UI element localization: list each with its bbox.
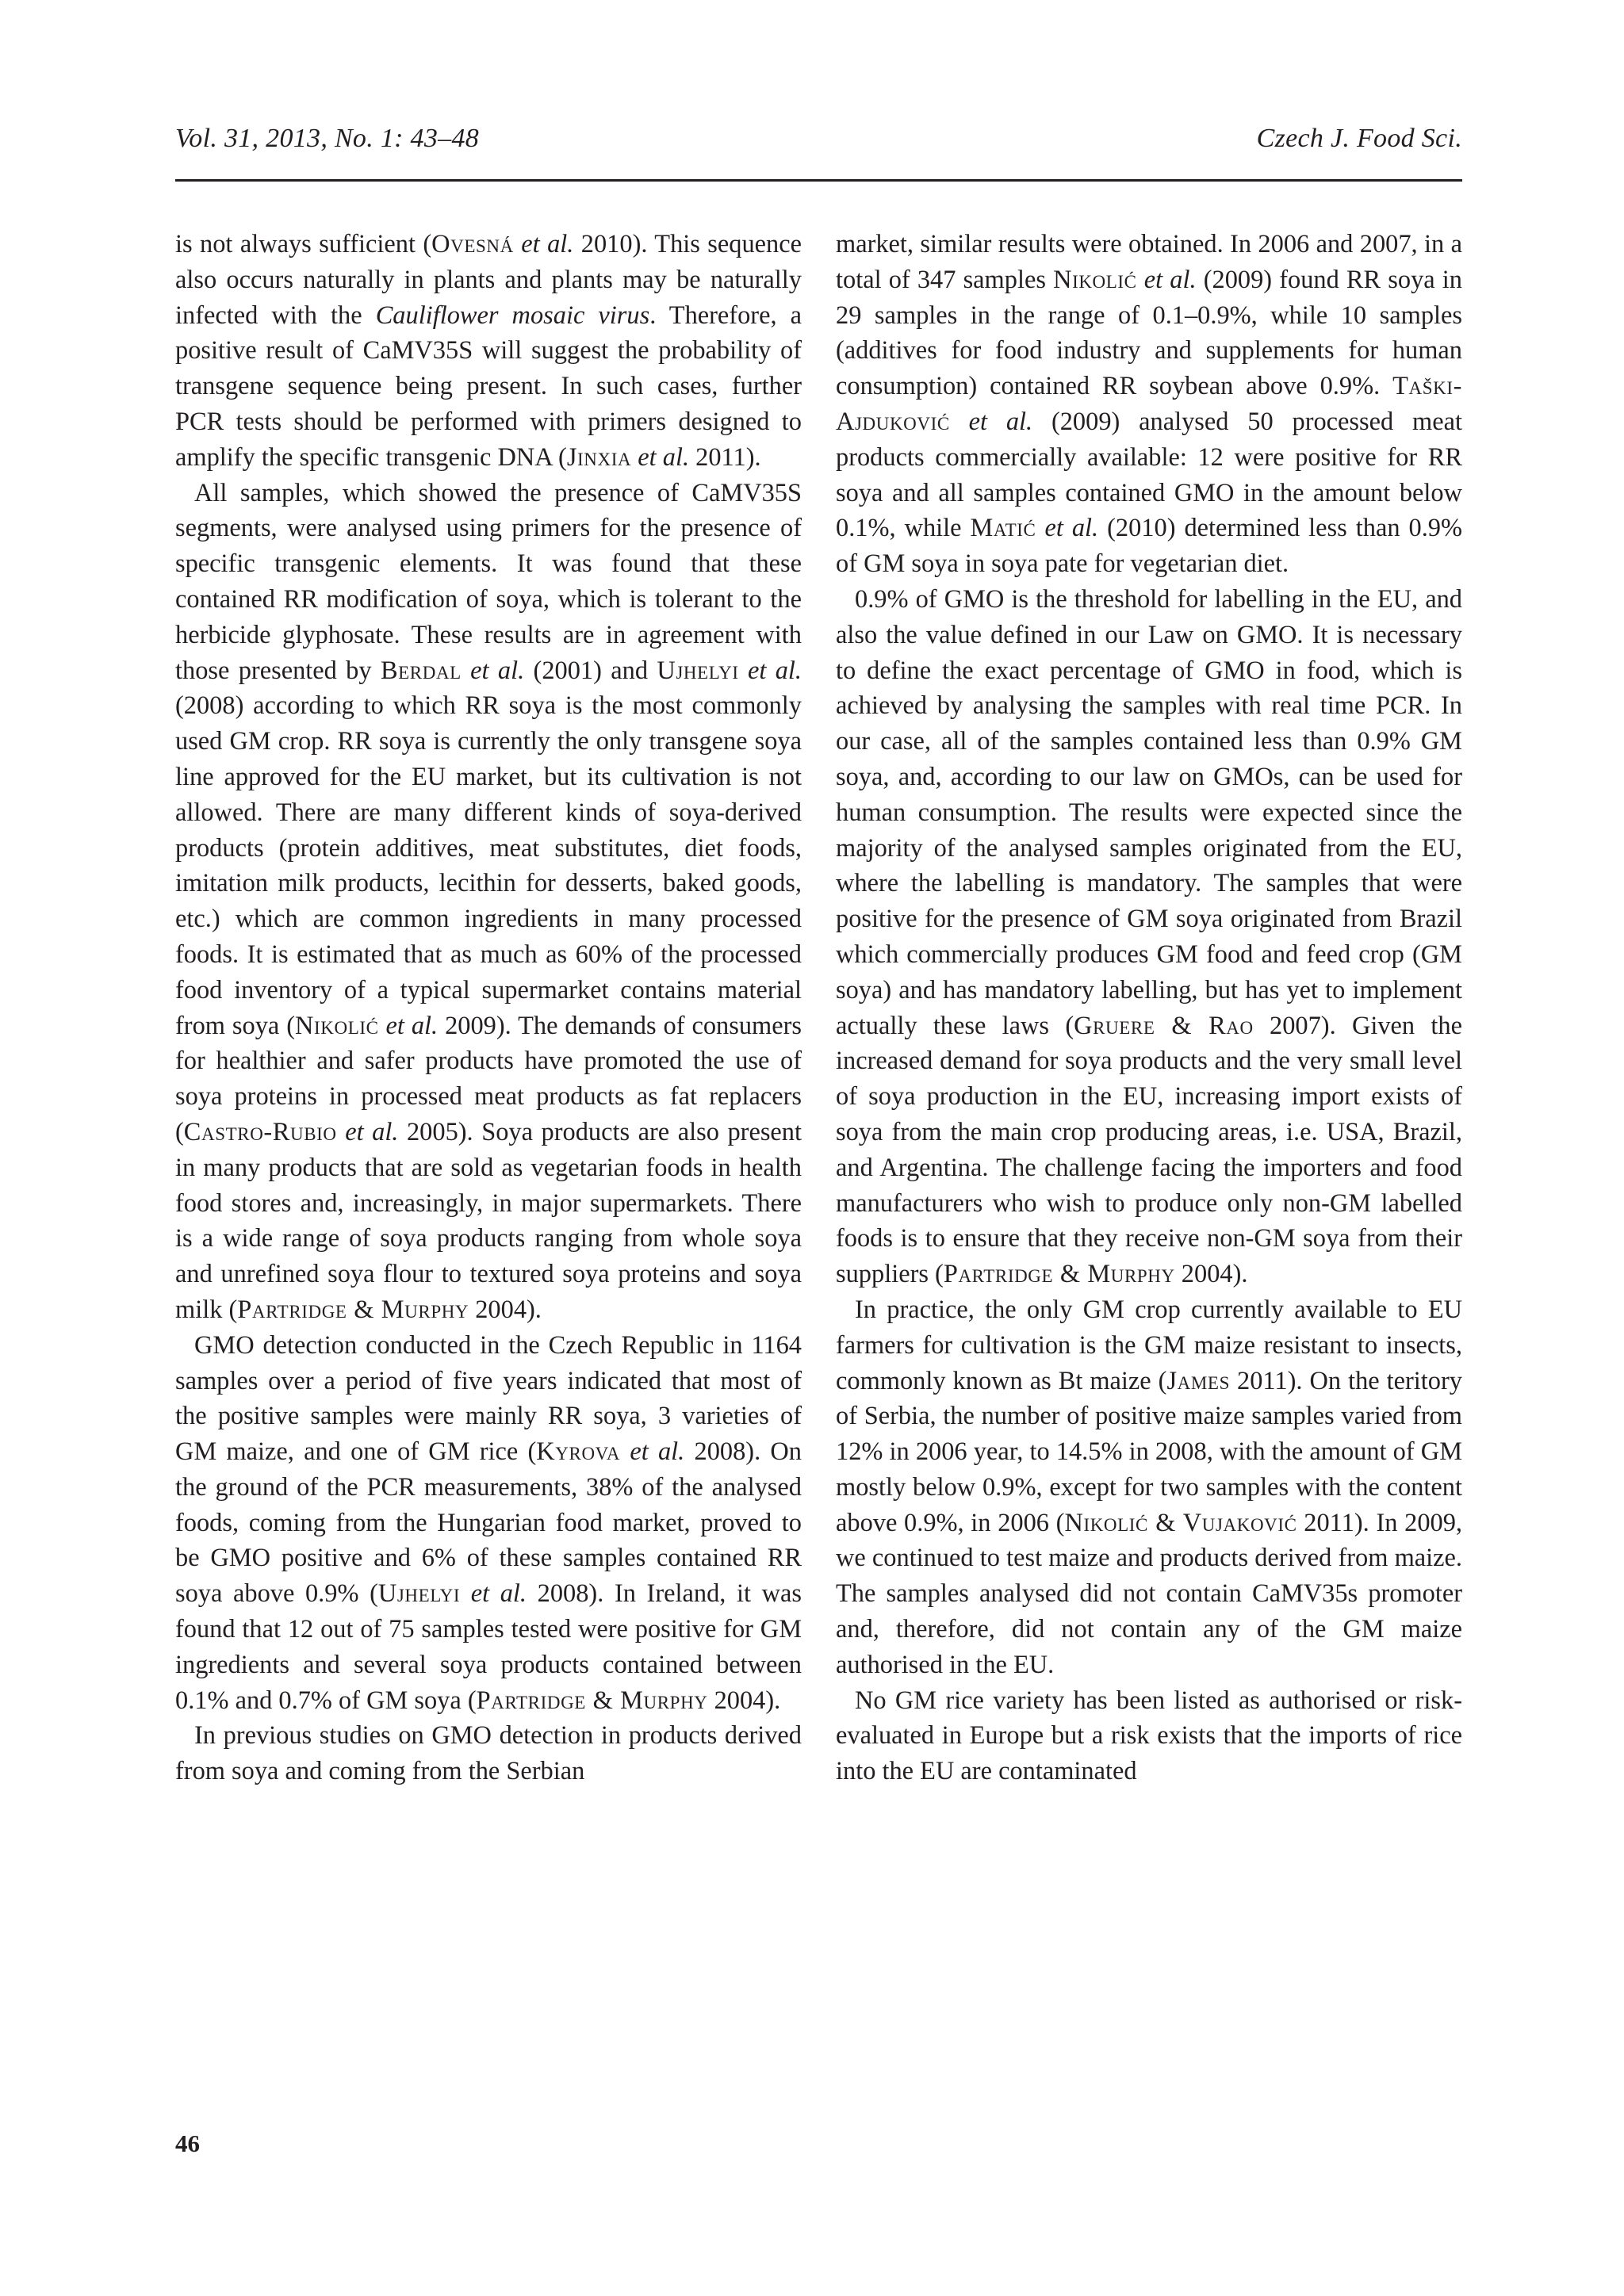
citation-author: Taški-Ajduković xyxy=(836,372,1462,436)
citation-author: Nikolić xyxy=(1053,265,1137,294)
citation-author: James xyxy=(1166,1366,1230,1395)
citation-author: Berdal xyxy=(380,656,462,685)
paragraph: All samples, which showed the presence of CaMV35S segments, were analysed using primers for the presence of specific transgenic elements. It was found that these contained RR modification of soya, which is tolerant to the herbicide glyphosate. These results are in agreement with those presented by Berdal et al. (2001) and Ujhelyi et al. (2008) according to which RR soya is the most commonly used GM crop. RR soya is currently the only transgene soya line approved for the EU market, but its cultivation is not allowed. There are many different kinds of soya-derived products (protein additives, meat substitutes, diet foods, imitation milk products, lecithin for desserts, baked goods, etc.) which are common ingredients in many processed foods. It is estimated that as much as 60% of the processed food inventory of a typical supermarket contains material from soya (Nikolić et al. 2009). The demands of consumers for healthier and safer products have promoted the use of soya proteins in processed meat products as fat replacers (Castro-Rubio et al. 2005). Soya products are also present in many products that are sold as vegetarian foods in health food stores and, increasingly, in major supermarkets. There is a wide range of soya products ranging from whole soya and unrefined soya flour to textured soya proteins and soya milk (Partridge & Murphy 2004). xyxy=(175,478,802,1324)
paragraph: No GM rice variety has been listed as authorised or risk-evaluated in Europe but a risk exists that the imports of rice into the EU are contaminated xyxy=(836,1686,1462,1786)
citation-author: Jinxia xyxy=(566,442,632,472)
paragraph: is not always sufficient (Ovesná et al. 2010). This sequence also occurs naturally in plants and plants may be naturally infected with the Cauliflower mosaic virus. Therefore, a positive result of CaMV35S will suggest the probability of transgene sequence being present. In such cases, further PCR tests should be performed with primers designed to amplify the specific transgenic DNA (Jinxia et al. 2011). xyxy=(175,230,802,472)
citation-author: Gruere & Rao xyxy=(1074,1011,1254,1040)
paragraph: 0.9% of GMO is the threshold for labelling in the EU, and also the value defined in our Law on GMO. It is necessary to define the exact percentage of GMO in food, which is achieved by analysing the samples with real time PCR. In our case, all of the samples contained less than 0.9% GM soya, and, according to our law on GMOs, can be used for human consumption. The results were expected since the majority of the analysed samples originated from the EU, where the labelling is mandatory. The samples that were positive for the presence of GM soya originated from Brazil which commercially produces GM food and feed crop (GM soya) and has mandatory labelling, but has yet to implement actually these laws (Gruere & Rao 2007). Given the increased demand for soya products and the very small level of soya production in the EU, increasing import exists of soya from the main crop producing areas, i.e. USA, Brazil, and Argentina. The challenge facing the importers and food manufacturers who wish to produce only non-GM labelled foods is to ensure that they receive non-GM soya from their suppliers (Partridge & Murphy 2004). xyxy=(836,584,1462,1289)
right-column xyxy=(836,227,1462,1789)
citation-author: Matić xyxy=(970,514,1036,543)
paragraph: GMO detection conducted in the Czech Republic in 1164 samples over a period of five years indicated that most of the positive samples were mainly RR soya, 3 varieties of GM maize, and one of GM rice (Kyrova et al. 2008). On the ground of the PCR measurements, 38% of the analysed foods, coming from the Hungarian food market, proved to be GMO positive and 6% of these samples contained RR soya above 0.9% (Ujhelyi et al. 2008). In Ireland, it was found that 12 out of 75 samples tested were positive for GM ingredients and several soya products contained between 0.1% and 0.7% of GM soya (Partridge & Murphy 2004). xyxy=(175,1330,802,1715)
left-column xyxy=(175,227,802,1789)
volume-info: Vol. 31, 2013, No. 1: 43–48 xyxy=(175,124,480,153)
citation-author: Ujhelyi xyxy=(377,1579,461,1609)
paragraph: In previous studies on GMO detection in products derived from soya and coming from the Serbian xyxy=(175,1721,802,1786)
citation-author: Nikolić & Vujaković xyxy=(1064,1508,1297,1537)
paragraph: market, similar results were obtained. In 2006 and 2007, in a total of 347 samples Nikolić et al. (2009) found RR soya in 29 samples in the range of 0.1–0.9%, while 10 samples (additives for food industry and supplements for human consumption) contained RR soybean above 0.9%. Taški-Ajduković et al. (2009) analysed 50 processed meat products commercially available: 12 were positive for RR soya and all samples contained GMO in the amount below 0.1%, while Matić et al. (2010) determined less than 0.9% of GM soya in soya pate for vegetarian diet. xyxy=(836,230,1462,579)
citation-author: Ovesná xyxy=(431,230,514,258)
page-number: 46 xyxy=(175,2130,200,2157)
citation-author: Partridge & Murphy xyxy=(943,1260,1175,1289)
virus-name: Cauliflower mosaic virus xyxy=(375,300,650,330)
citation-author: Castro-Rubio xyxy=(183,1117,337,1146)
paragraph: In practice, the only GM crop currently available to EU farmers for cultivation is the GM maize resistant to insects, commonly known as Bt maize (James 2011). On the teritory of Serbia, the number of positive maize samples varied from 12% in 2006 year, to 14.5% in 2008, with the amount of GM mostly below 0.9%, except for two samples with the content above 0.9%, in 2006 (Nikolić & Vujaković 2011). In 2009, we continued to test maize and products derived from maize. The samples analysed did not contain CaMV35s promoter and, therefore, did not contain any of the GM maize authorised in the EU. xyxy=(836,1295,1463,1679)
header-rule xyxy=(175,179,1462,182)
citation-author: Kyrova xyxy=(536,1437,621,1467)
citation-author: Ujhelyi xyxy=(657,656,739,685)
citation-author: Partridge & Murphy xyxy=(476,1686,708,1715)
citation-author: Nikolić xyxy=(295,1011,379,1040)
running-header xyxy=(175,124,1462,179)
journal-title: Czech J. Food Sci. xyxy=(1256,124,1462,153)
citation-author: Partridge & Murphy xyxy=(237,1295,469,1324)
